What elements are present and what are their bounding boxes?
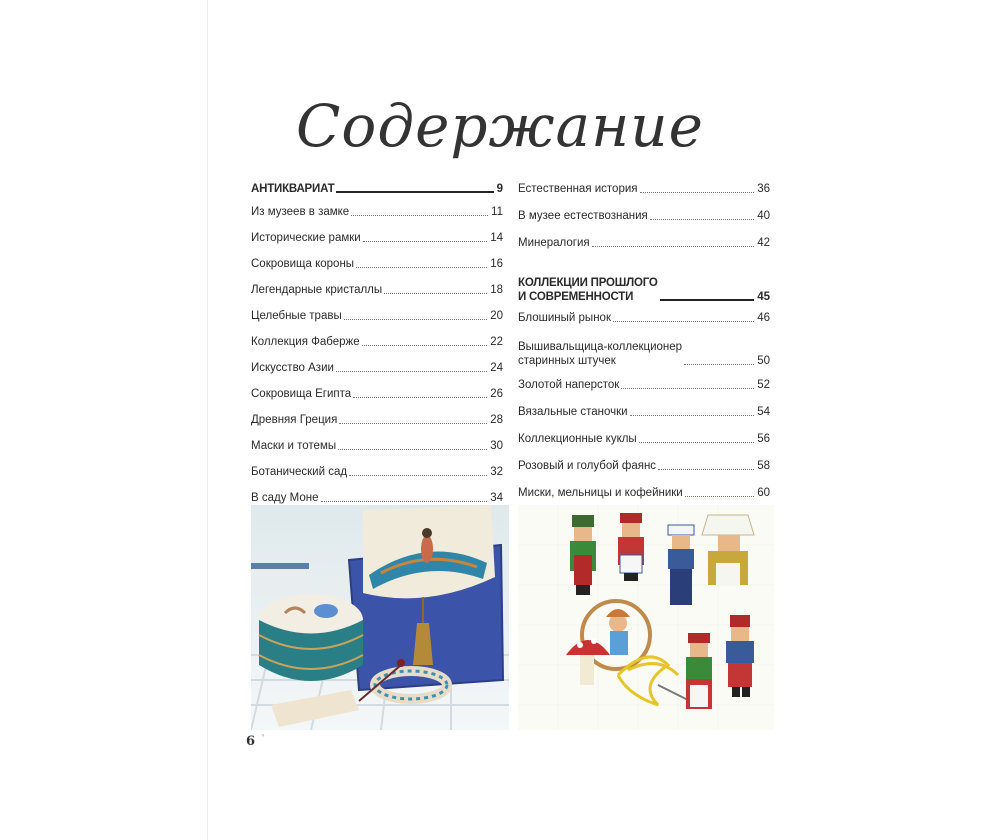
toc-entry[interactable]: Маски и тотемы 30: [251, 440, 503, 452]
toc-entry[interactable]: Древняя Греция 28: [251, 414, 503, 426]
entry-line2: старинных штучек: [518, 355, 616, 367]
page-number: 6: [246, 734, 256, 749]
page-title: Содержание: [296, 92, 704, 160]
photo-embroidered-pouch-and-box: [251, 505, 509, 730]
toc-entry[interactable]: Сокровища короны 16: [251, 258, 503, 270]
toc-entry[interactable]: Легендарные кристаллы 18: [251, 284, 503, 296]
toc-section-collections[interactable]: КОЛЛЕКЦИИ ПРОШЛОГО И СОВРЕМЕННОСТИ 45: [518, 277, 770, 303]
section-title-line1: КОЛЛЕКЦИИ ПРОШЛОГО: [518, 277, 658, 289]
toc-entry[interactable]: Естественная история 36: [518, 183, 770, 195]
toc-entry[interactable]: Коллекция Фаберже 22: [251, 336, 503, 348]
toc-entry[interactable]: Из музеев в замке 11: [251, 206, 503, 218]
entry-line1: Вышивальщица-коллекционер: [518, 341, 683, 353]
toc-entry[interactable]: Искусство Азии 24: [251, 362, 503, 374]
toc-entry[interactable]: Блошиный рынок 46: [518, 312, 770, 324]
toc-entry[interactable]: В саду Моне 34: [251, 492, 503, 504]
toc-entry[interactable]: В музее естествознания 40: [518, 210, 770, 222]
toc-entry[interactable]: Целебные травы 20: [251, 310, 503, 322]
toc-entry[interactable]: Сокровища Египта 26: [251, 388, 503, 400]
toc-entry[interactable]: Вязальные станочки 54: [518, 406, 770, 418]
toc-entry[interactable]: Исторические рамки 14: [251, 232, 503, 244]
toc-entry[interactable]: Ботанический сад 32: [251, 466, 503, 478]
toc-entry[interactable]: Коллекционные куклы 56: [518, 433, 770, 445]
photo-cross-stitch-dolls: [518, 505, 774, 730]
toc-entry[interactable]: Миски, мельницы и кофейники 60: [518, 487, 770, 499]
toc-entry[interactable]: Вышивальщица-коллекционер старинных штучек 50: [518, 341, 770, 367]
page-mark: ʹ: [262, 733, 265, 745]
toc-entry[interactable]: Золотой наперсток 52: [518, 379, 770, 391]
toc-entry[interactable]: Минералогия 42: [518, 237, 770, 249]
toc-entry[interactable]: Розовый и голубой фаянс 58: [518, 460, 770, 472]
toc-section-antiques[interactable]: АНТИКВАРИАТ 9: [251, 183, 503, 195]
section-title-line2: И СОВРЕМЕННОСТИ: [518, 291, 634, 303]
